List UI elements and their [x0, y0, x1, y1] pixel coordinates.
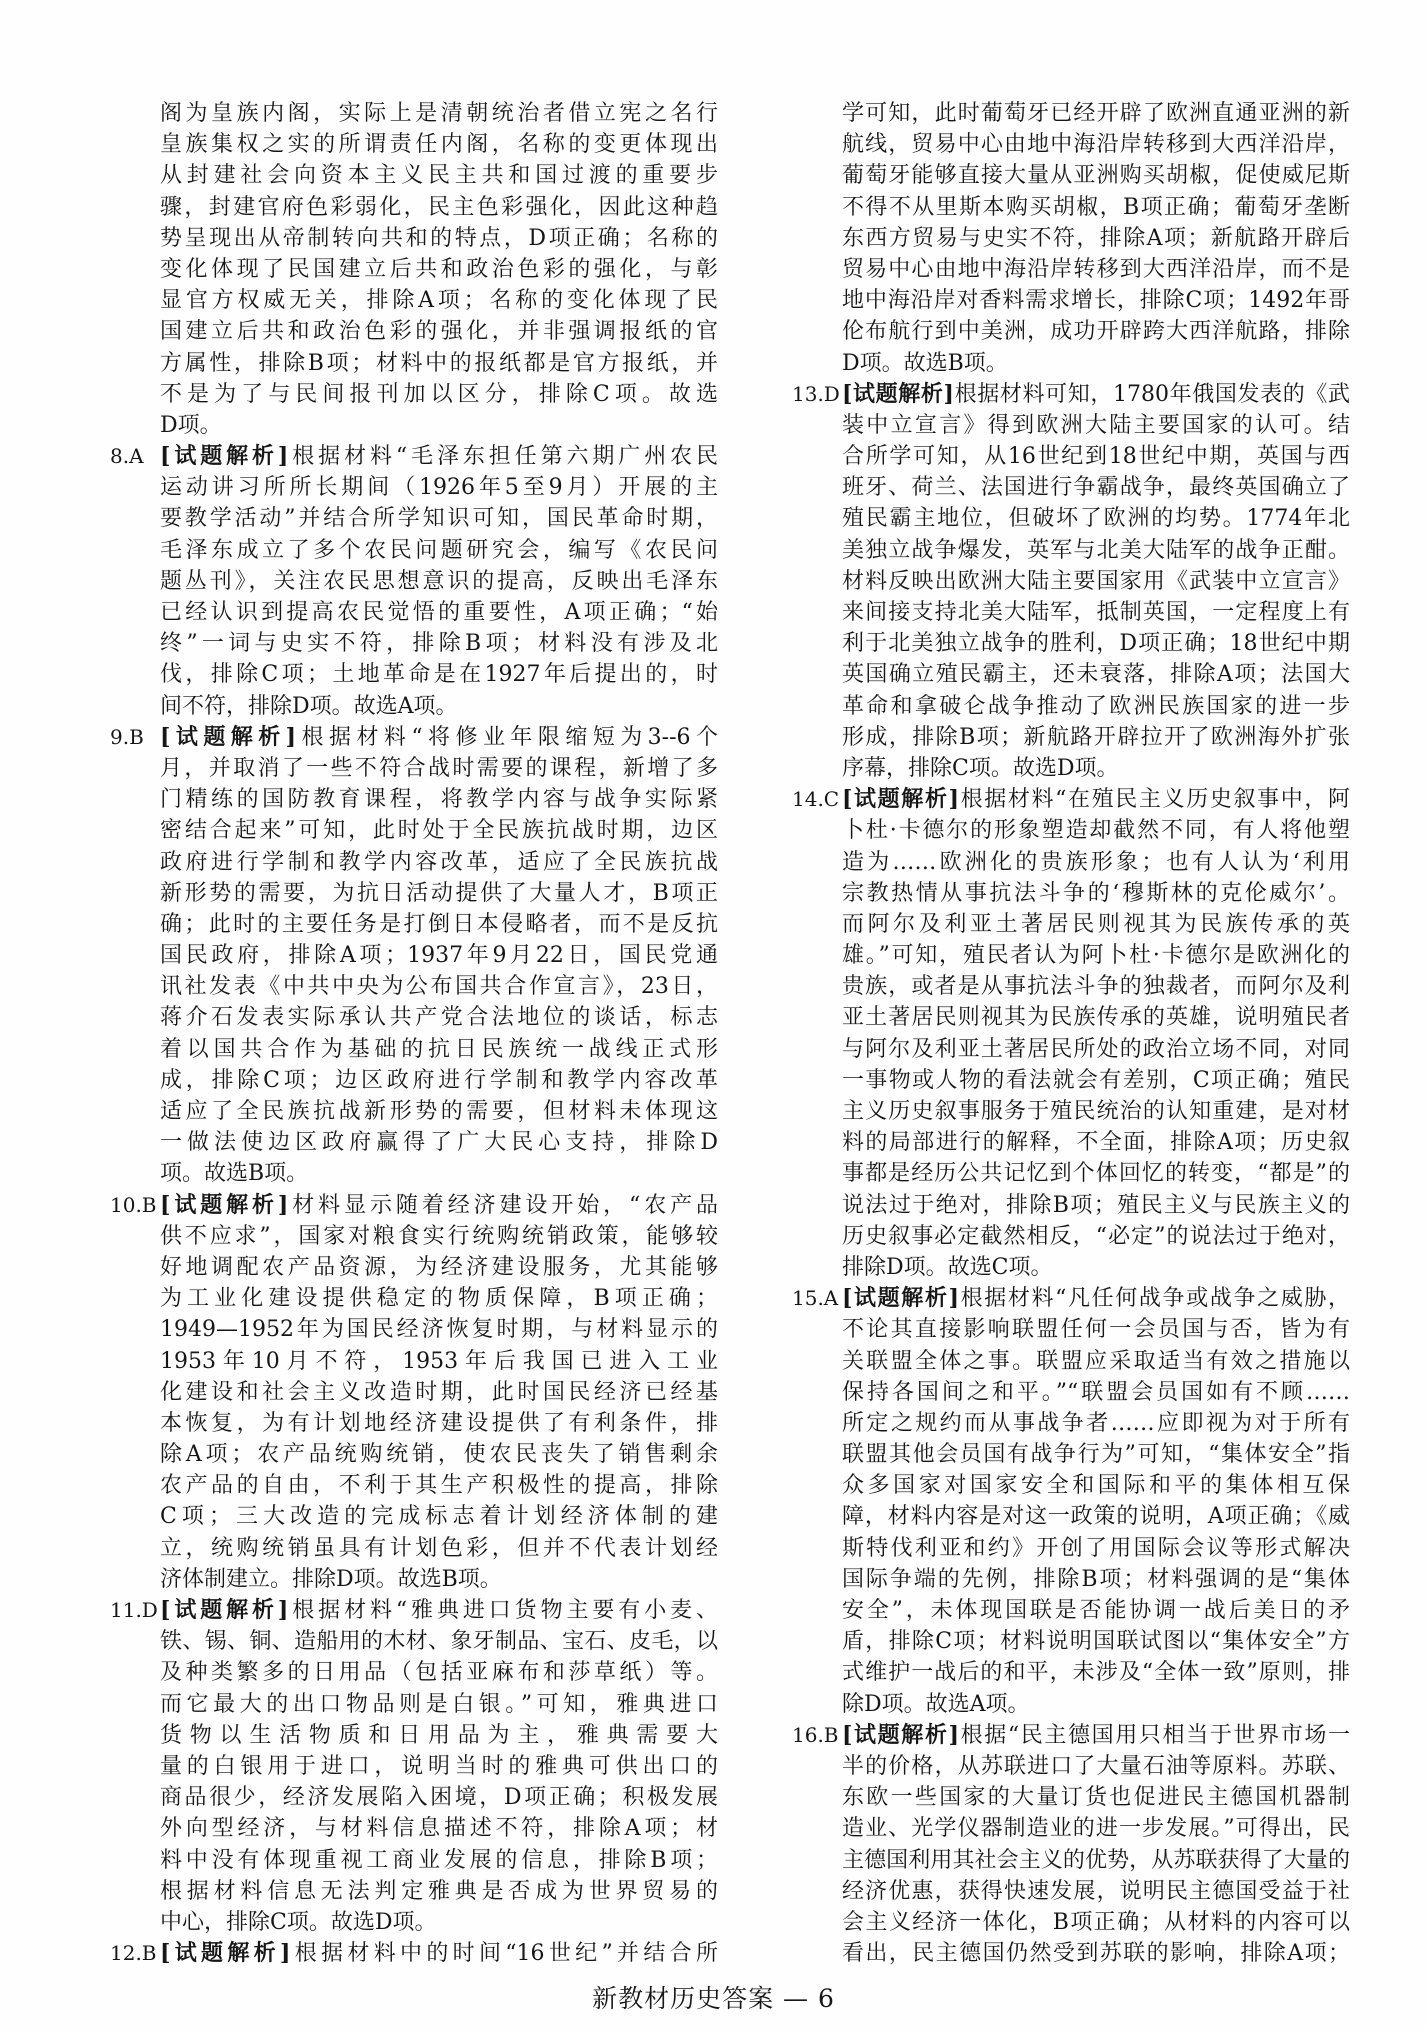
line-text: 而它最大的出口物品则是白银。”可知，雅典进口: [160, 1691, 718, 1717]
text-line: [842, 1876, 1350, 1907]
line-text: 贸易中心由地中海沿岸转移到大西洋沿岸，而不是: [842, 256, 1350, 282]
text-line: [110, 1190, 719, 1221]
line-text: 安全”，未体现国联是否能协调一战后美日的矛: [842, 1598, 1350, 1623]
question-number: 9.B: [110, 724, 144, 749]
text-line: [842, 1595, 1350, 1626]
text-line: [792, 784, 1350, 815]
answer-item: [110, 1938, 718, 1969]
text-line: [160, 1626, 718, 1657]
line-text: 主义历史叙事服务于殖民统治的认知重建，是对材: [842, 1099, 1350, 1124]
text-line: [842, 1845, 1350, 1876]
text-line: [160, 1158, 718, 1189]
line-text: 1949—1952年为国民经济恢复时期，与材料显示的: [160, 1317, 718, 1343]
text-line: [842, 535, 1350, 566]
line-text: 根据材料“毛泽东担任第六期广州农民: [288, 444, 719, 470]
line-text: 根据材料“雅典进口货物主要有小麦、: [288, 1598, 719, 1623]
line-text: 除D项。故选A项。: [842, 1691, 1030, 1717]
answer-item: [110, 722, 718, 1190]
text-line: [160, 1689, 718, 1720]
line-text: 为工业化建设提供稳定的物质保障，B项正确；: [160, 1286, 718, 1312]
page-footer: 新教材历史答案 — 6: [592, 1984, 835, 2013]
text-line: [160, 1252, 718, 1283]
text-line: [160, 1501, 718, 1532]
line-text: 会主义经济一体化，B项正确；从材料的内容可以: [842, 1909, 1350, 1935]
line-text: 外向型经济，与材料信息描述不符，排除A项；材: [160, 1816, 718, 1842]
line-text: 英国确立殖民霸主，还未衰落，排除A项；法国大: [842, 662, 1350, 688]
line-text: 不得不从里斯本购买胡椒，B项正确；葡萄牙垄断: [842, 194, 1350, 220]
text-line: [160, 1876, 718, 1907]
text-line: [160, 784, 718, 815]
text-line: [160, 940, 718, 971]
line-text: 一做法使边区政府赢得了广大民心支持，排除D: [160, 1130, 718, 1156]
line-text: 根据“民主德国用只相当于世界市场一: [958, 1722, 1350, 1748]
text-line: [160, 223, 718, 254]
line-text: 根据材料“在殖民主义历史叙事中，阿: [958, 787, 1350, 813]
text-line: [842, 1501, 1350, 1532]
text-line: [110, 722, 718, 753]
text-line: [160, 1096, 718, 1127]
answer-item: [792, 784, 1350, 1283]
line-text: 料的局部进行的解释，不全面，排除A项；历史叙: [842, 1130, 1350, 1156]
line-text: 量的白银用于进口，说明当时的雅典可供出口的: [160, 1753, 718, 1779]
analysis-label: [试题解析]: [842, 380, 954, 407]
text-line: [842, 566, 1350, 597]
line-text: 项。故选B项。: [160, 1161, 309, 1187]
line-text: 盾，排除C项；材料说明国联试图以“集体安全”方: [842, 1629, 1350, 1655]
line-text: 装中立宣言》得到欧洲大陆主要国家的认可。结: [842, 412, 1350, 438]
line-text: 从封建社会向资本主义民主共和国过渡的重要步: [160, 163, 718, 189]
text-line: [842, 597, 1350, 628]
line-text: 农产品的自由，不利于其生产积极性的提高，排除: [160, 1473, 718, 1499]
line-text: 门精练的国防教育课程，将教学内容与战争实际紧: [160, 787, 718, 813]
question-number: 12.B: [110, 1941, 157, 1966]
text-line: [110, 441, 719, 472]
line-text: 势呈现出从帝制转向共和的特点，D项正确；名称的: [160, 225, 718, 251]
line-text: 合所学可知，从16世纪到18世纪中期，英国与西: [842, 444, 1350, 470]
text-line: [160, 1408, 718, 1439]
analysis-label: [试题解析]: [160, 723, 297, 750]
text-line: [842, 1782, 1350, 1813]
line-text: 造业、光学仪器制造业的进一步发展。”可得出，民: [842, 1816, 1350, 1842]
question-number: 13.D: [792, 381, 840, 406]
analysis-label: [试题解析]: [842, 1285, 959, 1312]
text-line: [160, 1533, 718, 1564]
text-line: [842, 909, 1350, 940]
line-text: 中心，排除C项。故选D项。: [160, 1909, 437, 1935]
text-line: [160, 316, 718, 347]
line-text: D项。故选B项。: [842, 350, 1008, 376]
analysis-label: [试题解析]: [160, 1597, 289, 1623]
line-text: 讯社发表《中共中央为公布国共合作宣言》，23日，: [160, 974, 718, 1000]
line-text: 国民政府，排除A项；1937年9月22日，国民党通: [160, 943, 718, 969]
line-text: 半的价格，从苏联进口了大量石油等原料。苏联、: [842, 1753, 1350, 1779]
question-number: 16.B: [792, 1722, 839, 1747]
text-line: [160, 1720, 718, 1751]
line-text: 不论其直接影响联盟任何一会员国与否，皆为有: [842, 1317, 1350, 1343]
answer-item: [110, 1595, 719, 1938]
text-line: [842, 1657, 1350, 1688]
line-text: 着以国共合作为基础的抗日民族统一战线正式形: [160, 1036, 718, 1062]
line-text: 伦布航行到中美洲，成功开辟跨大西洋航路，排除: [842, 319, 1350, 345]
text-line: [160, 566, 718, 597]
line-text: 雄。”可知，殖民者认为阿卜杜·卡德尔是欧洲化的: [842, 943, 1350, 969]
text-line: [842, 1533, 1350, 1564]
text-line: [842, 1564, 1350, 1595]
text-line: [842, 1689, 1350, 1720]
line-text: 及种类繁多的日用品（包括亚麻布和莎草纸）等。: [160, 1660, 718, 1686]
text-line: [842, 348, 1350, 379]
text-line: [842, 1190, 1350, 1221]
text-line: [160, 659, 718, 690]
text-line: [160, 348, 718, 379]
line-text: 亚土著居民则视其为民族传承的英雄，说明殖民者: [842, 1005, 1350, 1031]
line-text: 宗教热情从事抗法斗争的‘穆斯林的克伦威尔’。: [842, 880, 1350, 906]
text-line: [842, 1158, 1350, 1189]
text-line: [842, 1626, 1350, 1657]
line-text: 学可知，此时葡萄牙已经开辟了欧洲直通亚洲的新: [842, 101, 1350, 126]
text-line: [842, 410, 1350, 441]
text-line: [842, 254, 1350, 285]
text-line: [842, 1907, 1350, 1938]
text-line: [842, 223, 1350, 254]
text-line: [160, 1221, 718, 1252]
text-line: [842, 971, 1350, 1002]
line-text: 成，排除C项；边区政府进行学制和教学内容改革: [160, 1067, 718, 1093]
line-text: 造为……欧洲化的贵族形象；也有人认为‘利用: [842, 849, 1350, 875]
line-text: 化建设和社会主义改造时期，此时国民经济已经基: [160, 1379, 718, 1405]
line-text: 殖民霸主地位，但破坏了欧洲的均势。1774年北: [842, 506, 1350, 532]
text-line: [842, 503, 1350, 534]
text-line: [160, 98, 718, 129]
line-text: 骤，封建官府色彩弱化，民主色彩强化，因此这种趋: [160, 194, 718, 220]
line-text: 班牙、荷兰、法国进行争霸战争，最终英国确立了: [842, 475, 1350, 501]
text-line: [842, 628, 1350, 659]
line-text: 方属性，排除B项；材料中的报纸都是官方报纸，并: [160, 350, 718, 376]
line-text: 看出，民主德国仍然受到苏联的影响，排除A项；: [842, 1941, 1350, 1967]
text-line: [160, 285, 718, 316]
text-line: [160, 1782, 718, 1813]
text-line: [110, 1938, 718, 1969]
text-line: [160, 1127, 718, 1158]
text-line: [842, 1096, 1350, 1127]
text-line: [160, 535, 718, 566]
text-line: [160, 1283, 718, 1314]
text-line: [160, 971, 718, 1002]
text-line: [842, 1377, 1350, 1408]
text-line: [160, 1377, 718, 1408]
answer-item: [792, 1283, 1350, 1720]
text-line: [160, 1657, 718, 1688]
line-text: 一事物或人物的看法就会有差别，C项正确；殖民: [842, 1067, 1350, 1093]
line-text: 历史叙事必定截然相反，“必定”的说法过于绝对，: [842, 1223, 1350, 1249]
line-text: 斯特伐利亚和约》开创了用国际会议等形式解决: [842, 1535, 1350, 1561]
line-text: 保持各国间之和平。”“联盟会员国如有不顾……: [842, 1379, 1350, 1405]
text-line: [842, 192, 1350, 223]
line-text: 题丛刊》，关注农民思想意识的提高，反映出毛泽东: [160, 568, 718, 594]
line-text: 说法过于绝对，排除B项；殖民主义与民族主义的: [842, 1192, 1350, 1218]
line-text: 地中海沿岸对香料需求增长，排除C项；1492年哥: [842, 288, 1350, 314]
line-text: 利于北美独立战争的胜利，D项正确；18世纪中期: [842, 631, 1350, 657]
text-line: [842, 441, 1350, 472]
question-number: 15.A: [792, 1286, 839, 1311]
text-line: [160, 878, 718, 909]
text-line: [160, 1346, 718, 1377]
line-text: 运动讲习所所长期间（1926年5至9月）开展的主: [160, 475, 718, 501]
text-line: [842, 847, 1350, 878]
line-text: 毛泽东成立了多个农民问题研究会，编写《农民问: [160, 537, 718, 563]
text-line: [842, 1938, 1350, 1969]
line-text: 终”一词与史实不符，排除B项；材料没有涉及北: [160, 631, 718, 657]
question-number: 11.D: [110, 1598, 158, 1622]
line-text: 确；此时的主要任务是打倒日本侵略者，而不是反抗: [160, 911, 718, 937]
text-line: [842, 722, 1350, 753]
text-line: [842, 878, 1350, 909]
line-text: 国际争端的先例，排除B项；材料强调的是“集体: [842, 1566, 1350, 1592]
text-line: [160, 1034, 718, 1065]
line-text: 阁为皇族内阁，实际上是清朝统治者借立宪之名行: [160, 101, 718, 126]
text-line: [160, 254, 718, 285]
line-text: 东西方贸易与史实不符，排除A项；新航路开辟后: [842, 225, 1350, 251]
line-text: 材料显示随着经济建设开始，“农产品: [288, 1192, 719, 1218]
line-text: 排除D项。故选C项。: [842, 1254, 1053, 1280]
text-line: [842, 659, 1350, 690]
line-text: 政府进行学制和教学内容改革，适应了全民族抗战: [160, 849, 718, 875]
text-line: [160, 129, 718, 160]
line-text: 立，统购统销虽具有计划色彩，但并不代表计划经: [160, 1535, 718, 1561]
line-text: 伐，排除C项；土地革命是在1927年后提出的，时: [160, 662, 718, 688]
line-text: 卜杜·卡德尔的形象塑造却截然不同，有人将他塑: [842, 818, 1350, 844]
line-text: 商品很少，经济发展陷入困境，D项正确；积极发展: [160, 1785, 718, 1811]
text-line: [842, 1127, 1350, 1158]
line-text: 航线，贸易中心由地中海沿岸转移到大西洋沿岸，: [842, 132, 1350, 158]
line-text: 革命和拿破仑战争推动了欧洲民族国家的进一步: [842, 693, 1350, 719]
text-line: [842, 1813, 1350, 1844]
text-line: [160, 160, 718, 191]
line-text: 密结合起来”可知，此时处于全民族抗战时期，边区: [160, 818, 718, 844]
answer-item: [792, 379, 1350, 784]
line-text: 根据材料“凡任何战争或战争之威胁，: [958, 1286, 1350, 1312]
right-column: [792, 98, 1350, 1969]
text-line: [160, 503, 718, 534]
text-line: [160, 1845, 718, 1876]
line-text: D项。: [160, 412, 222, 438]
text-line: [160, 192, 718, 223]
analysis-label: [试题解析]: [842, 1721, 959, 1748]
line-text: C项；三大改造的完成标志着计划经济体制的建: [160, 1504, 718, 1530]
line-text: 式维护一战后的和平，未涉及“全体一致”原则，排: [842, 1660, 1350, 1686]
line-text: 贵族，或者是从事抗法斗争的独裁者，而阿尔及利: [842, 974, 1350, 1000]
line-text: 根据材料中的时间“16世纪”并结合所: [290, 1941, 718, 1967]
line-text: 美独立战争爆发，英军与北美大陆军的战争正酣。: [842, 537, 1350, 563]
text-line: [160, 1751, 718, 1782]
text-line: [160, 379, 718, 410]
text-line: [160, 410, 718, 441]
text-line: [842, 1314, 1350, 1345]
line-text: 本恢复，为有计划地经济建设提供了有利条件，排: [160, 1410, 718, 1436]
answer-continuation: [842, 98, 1350, 379]
line-text: 供不应求”，国家对粮食实行统购统销政策，能够较: [160, 1223, 718, 1249]
line-text: 经济优惠，获得快速发展，说明民主德国受益于社: [842, 1878, 1350, 1904]
text-line: [842, 1346, 1350, 1377]
text-line: [842, 1439, 1350, 1470]
line-text: 国建立后共和政治色彩的强化，并非强调报纸的官: [160, 319, 718, 345]
line-text: 根据材料信息无法判定雅典是否成为世界贸易的: [160, 1878, 718, 1904]
text-line: [160, 628, 718, 659]
text-line: [160, 1564, 718, 1595]
text-line: [842, 129, 1350, 160]
analysis-label: [试题解析]: [160, 1940, 291, 1967]
text-line: [160, 1439, 718, 1470]
text-line: [842, 160, 1350, 191]
analysis-label: [试题解析]: [842, 786, 959, 813]
line-text: 东欧一些国家的大量订货也促进民主德国机器制: [842, 1785, 1350, 1811]
line-text: 葡萄牙能够直接大量从亚洲购买胡椒，促使威尼斯: [842, 163, 1350, 189]
line-text: 变化体现了民国建立后共和政治色彩的强化，与彰: [160, 256, 718, 282]
line-text: 好地调配农产品资源，为经济建设服务，尤其能够: [160, 1254, 718, 1280]
line-text: 铁、锡、铜、造船用的木材、象牙制品、宝石、皮毛，以: [160, 1629, 718, 1655]
line-text: 主德国利用其社会主义的优势，从苏联获得了大量的: [842, 1847, 1350, 1873]
line-text: 与阿尔及利亚土著居民所处的政治立场不同，对同: [842, 1036, 1350, 1062]
text-line: [792, 1720, 1350, 1751]
line-text: 关联盟全体之事。联盟应采取适当有效之措施以: [842, 1348, 1350, 1374]
text-line: [842, 1034, 1350, 1065]
text-line: [160, 472, 718, 503]
question-number: 10.B: [110, 1192, 157, 1217]
text-line: [160, 1907, 718, 1938]
line-text: 显官方权威无关，排除A项；名称的变化体现了民: [160, 288, 718, 314]
line-text: 济体制建立。排除D项。故选B项。: [160, 1566, 502, 1592]
text-line: [842, 1002, 1350, 1033]
analysis-label: [试题解析]: [160, 1191, 289, 1218]
text-line: [842, 691, 1350, 722]
text-line: [842, 940, 1350, 971]
line-text: 要教学活动”并结合所学知识可知，国民革命时期，: [160, 506, 718, 532]
line-text: 根据材料“将修业年限缩短为3--6个: [296, 724, 718, 750]
line-text: 序幕，排除C项。故选D项。: [842, 755, 1119, 781]
text-line: [842, 98, 1350, 129]
text-line: [160, 1470, 718, 1501]
text-line: [110, 1595, 719, 1626]
text-line: [842, 1470, 1350, 1501]
line-text: 蒋介石发表实际承认共产党合法地位的谈话，标志: [160, 1005, 718, 1031]
line-text: 料中没有体现重视工商业发展的信息，排除B项；: [160, 1847, 718, 1873]
text-line: [842, 316, 1350, 347]
text-line: [160, 597, 718, 628]
analysis-label: [试题解析]: [160, 443, 289, 470]
line-text: 根据材料可知，1780年俄国发表的《武: [953, 381, 1350, 407]
text-line: [842, 472, 1350, 503]
line-text: 形成，排除B项；新航路开辟拉开了欧洲海外扩张: [842, 724, 1350, 750]
line-text: 1953年10月不符，1953年后我国已进入工业: [160, 1348, 718, 1374]
text-line: [160, 1065, 718, 1096]
line-text: 适应了全民族抗战新形势的需要，但材料未体现这: [160, 1099, 718, 1124]
line-text: 事都是经历公共记忆到个体回忆的转变，“都是”的: [842, 1161, 1350, 1187]
line-text: 众多国家对国家安全和国际和平的集体相互保: [842, 1473, 1350, 1499]
answer-item: [110, 441, 719, 722]
text-line: [842, 1221, 1350, 1252]
text-line: [160, 1002, 718, 1033]
text-line: [160, 909, 718, 940]
text-line: [160, 753, 718, 784]
line-text: 障，材料内容是对这一政策的说明，A项正确；《威: [842, 1504, 1350, 1530]
line-text: 月，并取消了一些不符合战时需要的课程，新增了多: [160, 755, 718, 781]
line-text: 而阿尔及利亚土著居民则视其为民族传承的英: [842, 911, 1350, 937]
text-line: [842, 1252, 1350, 1283]
text-line: [842, 1408, 1350, 1439]
line-text: 来间接支持北美大陆军，抵制英国，一定程度上有: [842, 600, 1350, 625]
line-text: 货物以生活物质和日用品为主，雅典需要大: [160, 1722, 718, 1748]
line-text: 已经认识到提高农民觉悟的重要性，A项正确；“始: [160, 600, 718, 625]
text-line: [842, 1751, 1350, 1782]
text-line: [160, 1314, 718, 1345]
line-text: 除A项；农产品统购统销，使农民丧失了销售剩余: [160, 1442, 718, 1468]
line-text: 新形势的需要，为抗日活动提供了大量人才，B项正: [160, 880, 718, 906]
line-text: 所定之规约而从事战争者……应即视为对于所有: [842, 1410, 1350, 1436]
text-line: [842, 815, 1350, 846]
text-line: [160, 847, 718, 878]
text-line: [842, 753, 1350, 784]
line-text: 不是为了与民间报刊加以区分，排除C项。故选: [160, 381, 718, 407]
text-line: [792, 1283, 1350, 1314]
answer-item: [792, 1720, 1350, 1970]
text-line: [160, 815, 718, 846]
text-line: [842, 1065, 1350, 1096]
text-line: [792, 379, 1350, 410]
line-text: 间不符，排除D项。故选A项。: [160, 693, 458, 719]
question-number: 8.A: [110, 444, 144, 469]
answer-continuation: [160, 98, 718, 441]
text-line: [842, 285, 1350, 316]
left-column: [110, 98, 719, 1969]
text-line: [160, 1813, 718, 1844]
question-number: 14.C: [792, 787, 840, 812]
answer-item: [110, 1190, 719, 1595]
line-text: 皇族集权之实的所谓责任内阁，名称的变更体现出: [160, 132, 718, 158]
line-text: 联盟其他会员国有战争行为”可知，“集体安全”指: [842, 1442, 1350, 1468]
text-line: [160, 691, 718, 722]
line-text: 材料反映出欧洲大陆主要国家用《武装中立宣言》: [842, 568, 1350, 594]
